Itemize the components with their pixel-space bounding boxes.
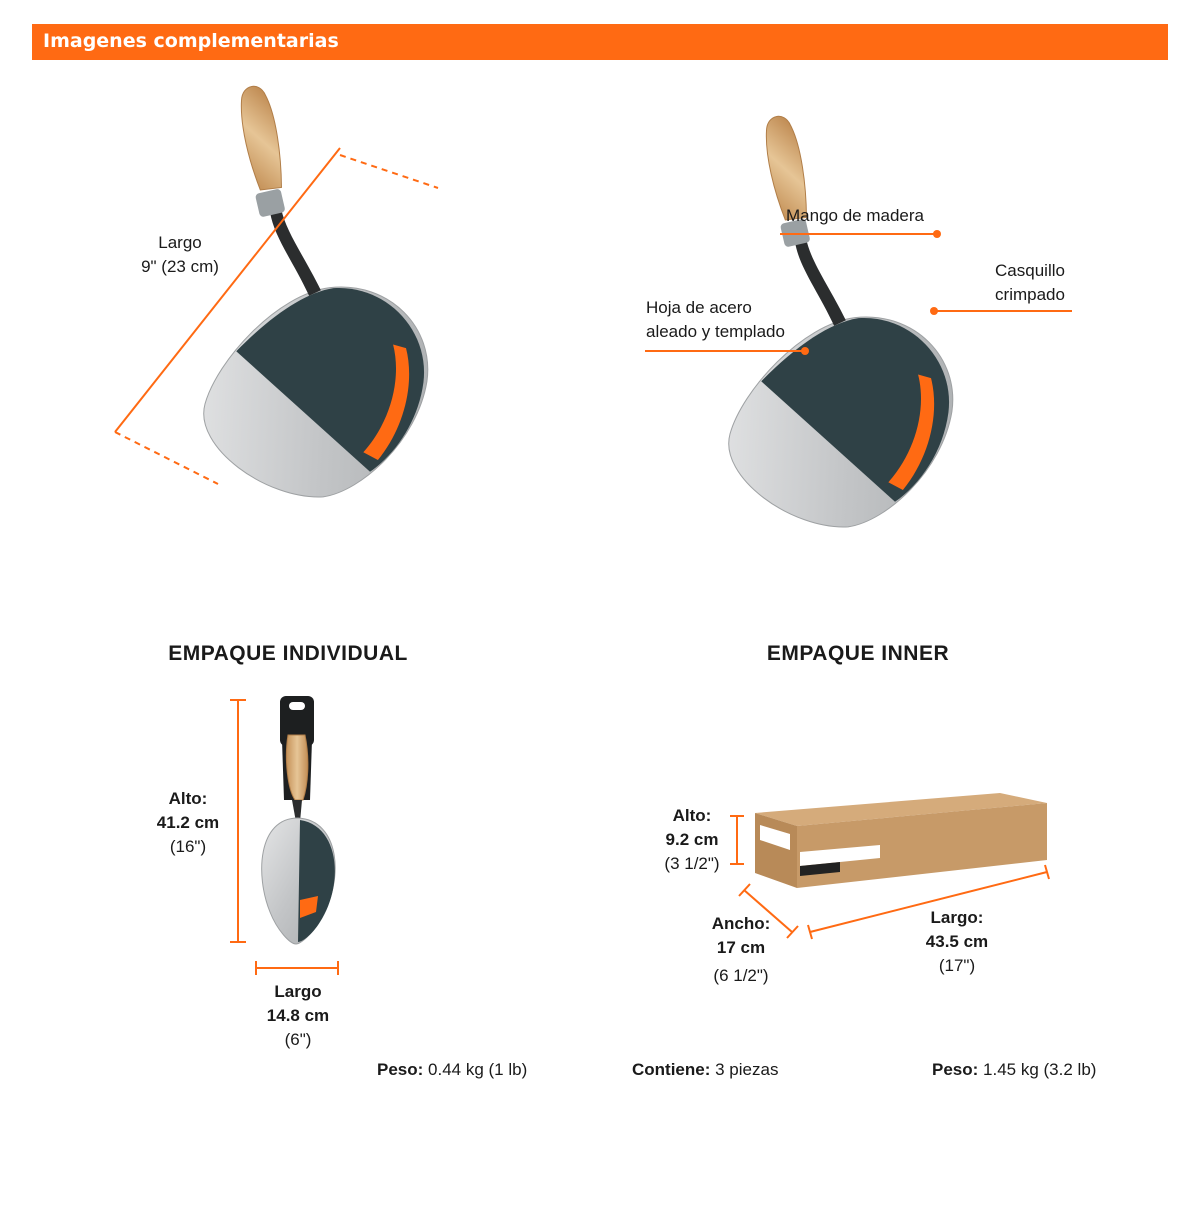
pack-length-label: Largo 14.8 cm (6") (266, 982, 330, 1049)
blade-callout-dot (801, 347, 809, 355)
blade-label: Hoja de acero aleado y templado (646, 298, 785, 341)
ferrule-callout-dot (930, 307, 938, 315)
inner-pack-title: EMPAQUE INNER (766, 642, 950, 665)
box-length-label: Largo: 43.5 cm (17") (925, 908, 989, 975)
dashed-guide-bottom (115, 432, 218, 484)
box-height-label: Alto: 9.2 cm (3 1/2") (664, 806, 720, 873)
ferrule-label: Casquillo crimpado (995, 261, 1065, 304)
inner-box-image (755, 793, 1047, 888)
inner-weight: Peso: 1.45 kg (3.2 lb) (932, 1060, 1097, 1079)
box-width-label: Ancho: 17 cm (6 1/2") (711, 914, 771, 985)
largo-label: Largo 9" (23 cm) (141, 233, 219, 276)
trowel-image-dimension (54, 82, 514, 538)
pack-height-label: Alto: 41.2 cm (16") (156, 789, 220, 856)
dashed-guide-top (340, 155, 438, 188)
inner-contains: Contiene: 3 piezas (632, 1060, 779, 1079)
handle-callout-dot (933, 230, 941, 238)
individual-weight: Peso: 0.44 kg (1 lb) (377, 1060, 528, 1079)
handle-label: Mango de madera (786, 206, 924, 225)
section-title: Imagenes complementarias (43, 30, 339, 52)
individual-pack-title: EMPAQUE INDIVIDUAL (168, 642, 408, 665)
individual-package-image (262, 696, 335, 944)
